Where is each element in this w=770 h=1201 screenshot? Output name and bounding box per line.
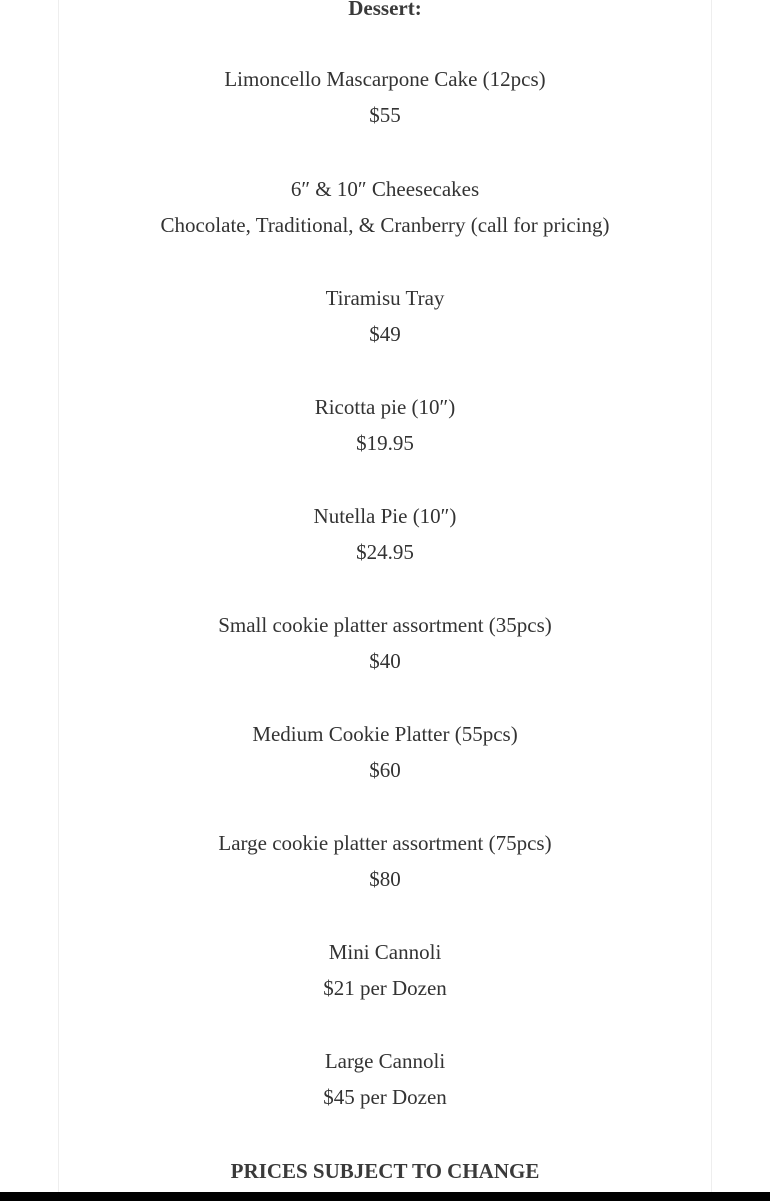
menu-item bbox=[0, 716, 770, 788]
menu-item bbox=[0, 61, 770, 133]
menu-item-price: $21 per Dozen bbox=[323, 976, 447, 1000]
menu-item-name: Mini Cannoli bbox=[328, 940, 442, 964]
menu-item-price: $49 bbox=[369, 322, 401, 346]
menu-item-price: $80 bbox=[369, 867, 401, 891]
menu-item bbox=[0, 934, 770, 1006]
menu-item-name: Medium Cookie Platter (55pcs) bbox=[252, 722, 518, 746]
menu-item bbox=[0, 1043, 770, 1115]
bottom-bar bbox=[0, 1192, 770, 1201]
menu-item-price: $60 bbox=[369, 758, 401, 782]
menu-item-name: Limoncello Mascarpone Cake (12pcs) bbox=[224, 67, 546, 91]
menu-item-price: Chocolate, Traditional, & Cranberry (call for pricing) bbox=[160, 213, 610, 237]
prices-disclaimer: PRICES SUBJECT TO CHANGE bbox=[230, 1159, 540, 1183]
menu-item-name: Large cookie platter assortment (75pcs) bbox=[218, 831, 552, 855]
menu-item-name: Ricotta pie (10″) bbox=[314, 395, 456, 419]
menu-item-name: Nutella Pie (10″) bbox=[313, 504, 457, 528]
menu-item-name: 6″ & 10″ Cheesecakes bbox=[290, 177, 480, 201]
menu-item-name: Large Cannoli bbox=[324, 1049, 446, 1073]
menu-item-price: $55 bbox=[369, 103, 401, 127]
menu-item-name: Small cookie platter assortment (35pcs) bbox=[218, 613, 552, 637]
menu-item bbox=[0, 825, 770, 897]
menu-item-name: Tiramisu Tray bbox=[325, 286, 445, 310]
menu-item-price: $40 bbox=[369, 649, 401, 673]
menu-item bbox=[0, 280, 770, 352]
menu-item bbox=[0, 498, 770, 570]
menu-item-price: $45 per Dozen bbox=[323, 1085, 447, 1109]
menu-item bbox=[0, 389, 770, 461]
menu-item-price: $24.95 bbox=[356, 540, 414, 564]
menu-item bbox=[0, 171, 770, 243]
section-heading-dessert: Dessert: bbox=[348, 0, 422, 20]
menu-item bbox=[0, 607, 770, 679]
menu-item-price: $19.95 bbox=[356, 431, 414, 455]
